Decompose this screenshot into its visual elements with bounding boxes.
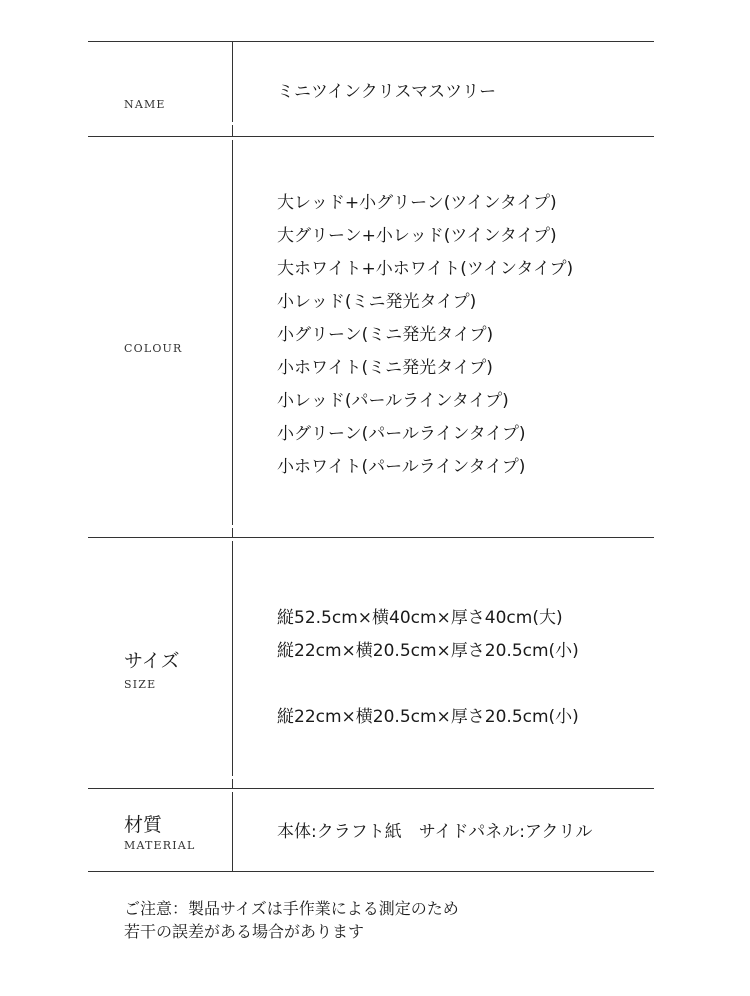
name-label: NAME xyxy=(124,98,166,111)
colour-option: 小ホワイト(パールラインタイプ) xyxy=(277,457,526,477)
divider-gap xyxy=(224,776,242,779)
row-divider-size xyxy=(88,788,654,789)
size-label-jp: サイズ xyxy=(124,650,180,672)
colour-option: 小レッド(ミニ発光タイプ) xyxy=(277,292,477,312)
colour-option: 大グリーン+小レッド(ツインタイプ) xyxy=(277,226,557,246)
divider-gap xyxy=(224,137,242,140)
colour-option: 大レッド+小グリーン(ツインタイプ) xyxy=(277,193,557,213)
divider-gap xyxy=(224,538,242,541)
colour-option: 小ホワイト(ミニ発光タイプ) xyxy=(277,358,493,378)
colour-option: 小グリーン(ミニ発光タイプ) xyxy=(277,325,494,345)
row-divider-colour xyxy=(88,537,654,538)
material-label-jp: 材質 xyxy=(124,814,163,836)
size-large: 縦52.5cm×横40cm×厚さ40cm(大) xyxy=(277,608,563,628)
divider-gap xyxy=(224,789,242,792)
row-divider-name xyxy=(88,136,654,137)
table-bottom-rule xyxy=(88,871,654,872)
table-top-rule xyxy=(88,41,654,42)
colour-option: 大ホワイト+小ホワイト(ツインタイプ) xyxy=(277,259,574,279)
size-small: 縦22cm×横20.5cm×厚さ20.5cm(小) xyxy=(277,641,579,661)
column-divider xyxy=(232,41,233,871)
product-name: ミニツインクリスマスツリー xyxy=(277,82,497,102)
divider-gap xyxy=(224,122,242,125)
size-small-alt: 縦22cm×横20.5cm×厚さ20.5cm(小) xyxy=(277,707,579,727)
size-label: SIZE xyxy=(124,678,157,691)
colour-list xyxy=(277,187,573,484)
colour-label: COLOUR xyxy=(124,342,183,355)
caution-note-line1: ご注意：製品サイズは手作業による測定のため xyxy=(124,899,459,918)
caution-note-line2: 若干の誤差がある場合があります xyxy=(124,922,365,941)
colour-option: 小グリーン(パールラインタイプ) xyxy=(277,424,526,444)
divider-gap xyxy=(224,525,242,528)
colour-option: 小レッド(パールラインタイプ) xyxy=(277,391,509,411)
material-label: MATERIAL xyxy=(124,839,196,852)
material-value: 本体:クラフト紙 サイドパネル:アクリル xyxy=(277,822,593,842)
